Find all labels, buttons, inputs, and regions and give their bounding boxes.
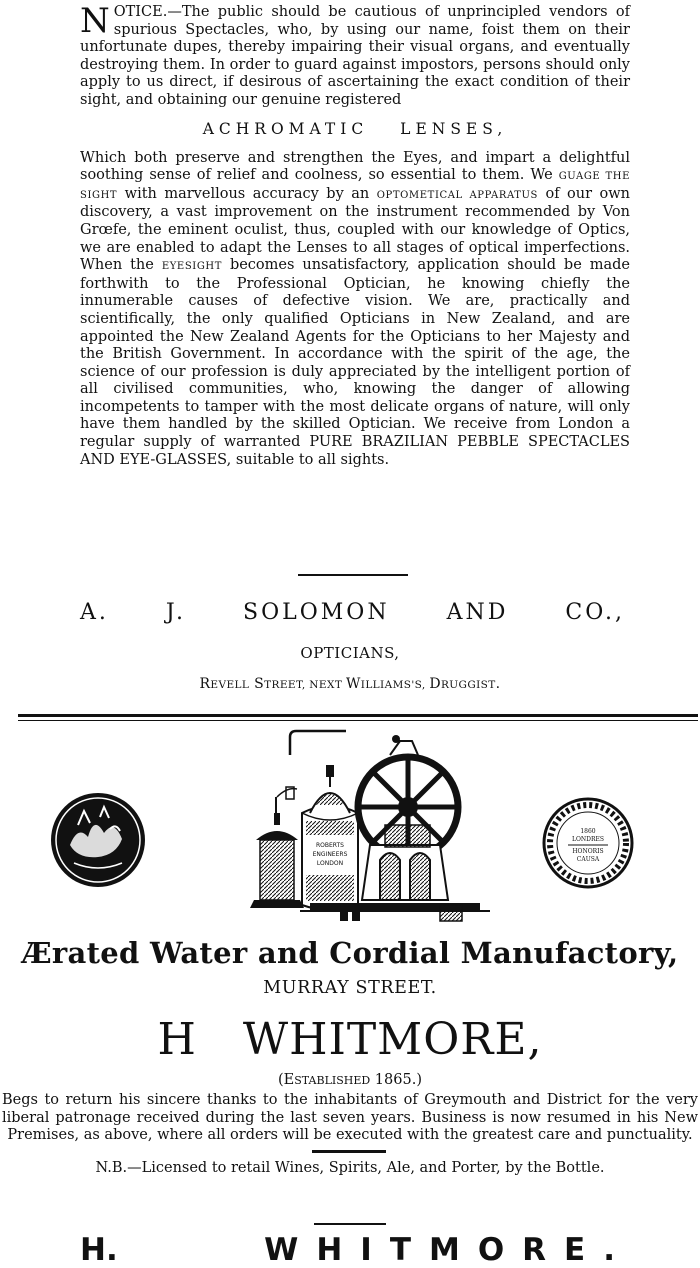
medal-inscription-line: HONORIS — [572, 848, 604, 855]
manufactory-illustration — [40, 725, 660, 930]
divider-rule — [314, 1223, 386, 1225]
firm-name-part: SOLOMON — [243, 600, 390, 625]
firm-name-part: CO., — [565, 600, 625, 625]
cylinder-label-line: LONDON — [316, 860, 344, 867]
address-line — [0, 676, 700, 692]
address-part: D — [429, 676, 441, 692]
signature-surname: WHITMORE. — [264, 1232, 633, 1268]
medal-inscription-line: CAUSA — [576, 856, 600, 863]
body-smallcaps-2: OPTOMETICAL APPARATUS — [376, 189, 538, 201]
proprietor-surname: WHITMORE, — [242, 1014, 543, 1065]
address-part: ' — [411, 679, 415, 691]
proprietor-name — [0, 1014, 700, 1065]
medal-inscription-line: LONDRES — [572, 836, 604, 843]
profession-line: OPTICIANS, — [300, 644, 400, 662]
established-year: 1865.) — [370, 1072, 422, 1088]
address-part: EVELL — [210, 679, 250, 691]
section-separator-thin — [18, 720, 698, 721]
whitmore-signature — [80, 1232, 633, 1268]
established-caps: STABLISHED — [294, 1074, 371, 1087]
address-part: , — [421, 679, 430, 691]
section-separator-thick — [18, 714, 698, 717]
address-part: TREET — [264, 679, 302, 691]
notice-dropcap: N — [80, 1, 110, 41]
established-line — [0, 1072, 700, 1088]
optician-advertisement — [80, 1, 630, 469]
body-smallcaps-3: EYESIGHT — [161, 261, 222, 273]
lenses-heading: ACHROMATIC LENSES, — [202, 119, 508, 138]
address-part: S — [414, 679, 422, 691]
firm-name — [80, 600, 625, 625]
address-part: RUGGIST — [440, 679, 496, 691]
medal-left-icon — [51, 793, 145, 887]
body-part-3: of our own discovery, a vast improvement on the instrument recommended by Von Grœfe, the eminent oculist, thus, coupled with our knowledge of Optics, we are enabled to adapt the Lenses to all stages of optical imperfections. When the — [80, 185, 630, 274]
address-part: S — [249, 676, 265, 692]
medal-right-icon — [544, 799, 632, 887]
body-smallcaps-1: GUAGE THE SIGHT — [80, 171, 630, 201]
established-open: (E — [278, 1072, 295, 1088]
whitmore-body: Begs to return his sincere thanks to the inhabitants of Greymouth and District for the very liberal patronage received during the last seven years. Business is now resumed in his New Premises, as above, where all orders will be executed with the greatest care and punctuality. — [2, 1092, 698, 1144]
firm-name-part: A. — [80, 600, 109, 625]
manufactory-title: Ærated Water and Cordial Manufactory, — [21, 936, 679, 970]
divider-rule — [312, 1150, 386, 1153]
manufactory-street: MURRAY STREET. — [263, 978, 437, 998]
address-part: ILLIAMS — [360, 679, 412, 691]
proprietor-initial: H — [157, 1014, 197, 1065]
cylinder-label-line: ROBERTS — [315, 842, 345, 849]
address-part: W — [345, 676, 361, 692]
body-part-1: Which both preserve and strengthen the Eyes, and impart a delightful soothing sense of relief and coolness, so essential to them. We — [80, 149, 630, 184]
firm-name-part: AND — [446, 600, 509, 625]
divider-rule — [298, 574, 408, 576]
lenses-description — [80, 150, 630, 470]
address-part: , NEXT — [301, 679, 346, 691]
license-notice: N.B.—Licensed to retail Wines, Spirits, Ale, and Porter, by the Bottle. — [95, 1160, 605, 1176]
notice-paragraph — [80, 1, 630, 110]
signature-initial: H. — [80, 1232, 118, 1268]
body-part-2: with marvellous accuracy by an — [117, 185, 377, 202]
machinery-engraving — [250, 731, 490, 921]
address-part: . — [495, 676, 501, 692]
firm-name-part: J. — [165, 600, 187, 625]
cylinder-label-line: ENGINEERS — [312, 851, 348, 858]
notice-text: OTICE.—The public should be cautious of unprincipled vendors of spurious Spectacles, who, by using our name, foist them on their unfortunate dupes, thereby impairing their visual organs, and eventually destroying them. In order to guard against impostors, persons should only apply to us direct, if desirous of ascertaining the exact condition of their sight, and obtaining our genuine registered — [80, 4, 630, 108]
body-part-4: becomes unsatisfactory, application should be made forthwith to the Professional Optician, he knowing chiefly the innumerable causes of defective vision. We are, practically and scientifically, the only qualified Opticians in New Zealand, and are appointed the New Zealand Agents for the Opticians to her Majesty and the British Government. In accordance with the spirit of the age, the science of our profession is duly appreciated by the intelligent portion of all civilised communities, who, knowing the danger of allowing incompetents to tamper with the most delicate organs of nature, will only have them handled by the skilled Optician. We receive from London a regular supply of warranted PURE BRAZILIAN PEBBLE SPECTACLES AND EYE-GLASSES, suitable to all sights. — [80, 257, 630, 468]
medal-inscription-line: 1860 — [580, 828, 596, 835]
address-part: R — [199, 676, 211, 692]
